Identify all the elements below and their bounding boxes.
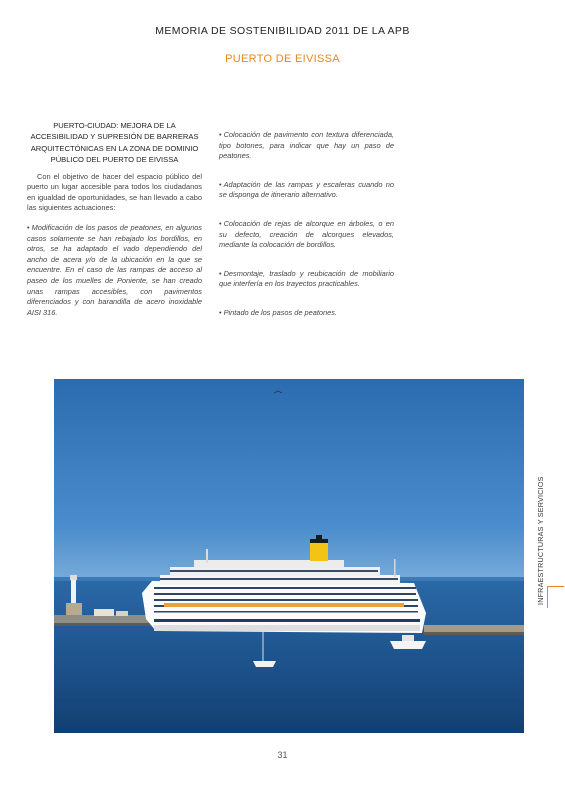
sky: [54, 379, 524, 589]
side-tab-divider: [547, 586, 548, 608]
list-item-text: Colocación de pavimento con textura diferenciada, tipo botones, para indicar que hay un paso de peatones.: [219, 130, 394, 161]
list-item-text: Colocación de rejas de alcorque en árboles, o en su defecto, creación de alcorques elevados, mediante la colocación de bordillos.: [219, 218, 394, 250]
page-number: 31: [277, 750, 288, 760]
harbour-photo-illustration: [54, 379, 524, 733]
pier-left-shadow: [54, 623, 154, 626]
bullet-icon: •: [219, 268, 222, 278]
chapter-side-tab: [536, 455, 550, 605]
list-item: [219, 308, 394, 319]
pier-right: [424, 625, 524, 632]
water-ripple: [54, 699, 524, 700]
list-item: [219, 219, 394, 251]
document-header-title: MEMORIA DE SOSTENIBILIDAD 2011 DE LA APB: [155, 25, 410, 37]
bullet-icon: •: [219, 218, 222, 228]
right-column: [219, 130, 394, 337]
list-item: [219, 180, 394, 201]
cruise-ship-photo: [54, 379, 524, 733]
bullet-icon: •: [27, 223, 30, 232]
pier-right-shadow: [424, 632, 524, 635]
pier-building: [116, 611, 128, 616]
list-item-text: Pintado de los pasos de peatones.: [223, 307, 338, 317]
section-title: PUERTO DE EIVISSA: [225, 53, 340, 65]
list-item-text: Desmontaje, traslado y reubicación de mobiliario que interfería en los trayectos practicables.: [219, 268, 394, 289]
left-column: [27, 120, 202, 327]
list-item-text: Adaptación de las rampas y escaleras cuando no se disponga de itinerario alternativo.: [219, 179, 394, 200]
pier-left: [54, 615, 154, 623]
list-item: [219, 130, 394, 162]
bullet-icon: •: [219, 130, 222, 139]
pier-building: [94, 609, 114, 616]
side-tab-accent-line: [548, 586, 564, 587]
bullet-icon: •: [219, 179, 222, 189]
list-item-text: Modificación de los pasos de peatones, en algunos casos solamente se han rebajado los bordillos, en otros, se ha adaptado el vado dependiendo del ancho de acera y/o de la ubicación en la que se encuentre. En el caso de las rampas de acceso al paseo de los muelles de Poniente, se han creado unas rampas accesibles, con pavimentos diferenciados y con barandilla de acero inoxidable AISI 316.: [27, 223, 202, 317]
chapter-side-label: INFRAESTRUCTURAS Y SERVICIOS: [536, 476, 545, 605]
subsection-heading: PUERTO-CIUDAD: MEJORA DE LA ACCESIBILIDAD Y SUPRESIÓN DE BARRERAS ARQUITECTÓNICAS EN LA ZONA DE DOMINIO PÚBLICO DEL PUERTO DE EIVISSA: [30, 121, 199, 165]
water-ripple: [54, 679, 524, 680]
bullet-icon: •: [219, 307, 222, 317]
intro-paragraph: Con el objetivo de hacer del espacio público del puerto un lugar accesible para todos los ciudadanos en igualdad de oportunidades, se han llevado a cabo las siguientes actuaciones:: [27, 171, 202, 213]
list-item: [27, 223, 202, 318]
list-item: [219, 269, 394, 290]
